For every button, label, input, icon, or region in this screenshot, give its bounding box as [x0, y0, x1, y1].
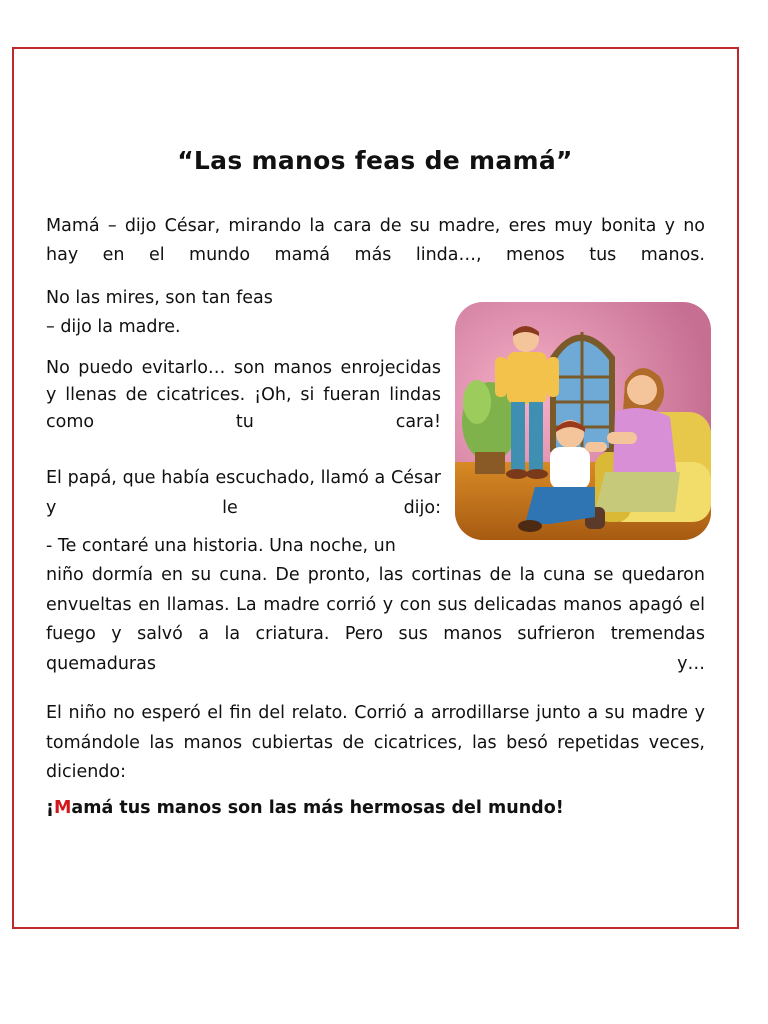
paragraph-mother-reply: [46, 284, 441, 342]
illustration-mother-and-children: [455, 302, 711, 540]
closing-exclamation: [46, 798, 564, 818]
story-illustration: [455, 302, 711, 540]
closing-exclamation-mark: ¡: [46, 798, 54, 818]
paragraph-opening: Mamá – dijo César, mirando la cara de su madre, eres muy bonita y no hay en el mundo mamá más linda…, menos tus manos.: [46, 216, 705, 265]
mother-reply-line-1: No las mires, son tan feas: [46, 288, 273, 308]
paragraph-ending: El niño no esperó el fin del relato. Corrió a arrodillarse junto a su madre y tomándole las manos cubiertas de cicatrices, las besó repetidas veces, diciendo:: [46, 703, 705, 782]
story-title: “Las manos feas de mamá”: [177, 146, 573, 175]
closing-initial-letter: M: [53, 798, 72, 818]
paragraph-hands: No puedo evitarlo… son manos enrojecidas y llenas de cicatrices. ¡Oh, si fueran lindas como tu cara!: [46, 358, 441, 432]
paragraph-story: niño dormía en su cuna. De pronto, las cortinas de la cuna se quedaron envueltas en llamas. La madre corrió y con sus delicadas manos apagó el fuego y salvó a la criatura. Pero sus manos sufrieron tremendas quemaduras y…: [46, 565, 705, 674]
paragraph-story-start: - Te contaré una historia. Una noche, un: [46, 536, 396, 556]
mother-reply-line-2: – dijo la madre.: [46, 317, 181, 337]
paragraph-father: El papá, que había escuchado, llamó a César y le dijo:: [46, 468, 441, 518]
closing-exclamation-text: amá tus manos son las más hermosas del mundo!: [71, 798, 564, 818]
